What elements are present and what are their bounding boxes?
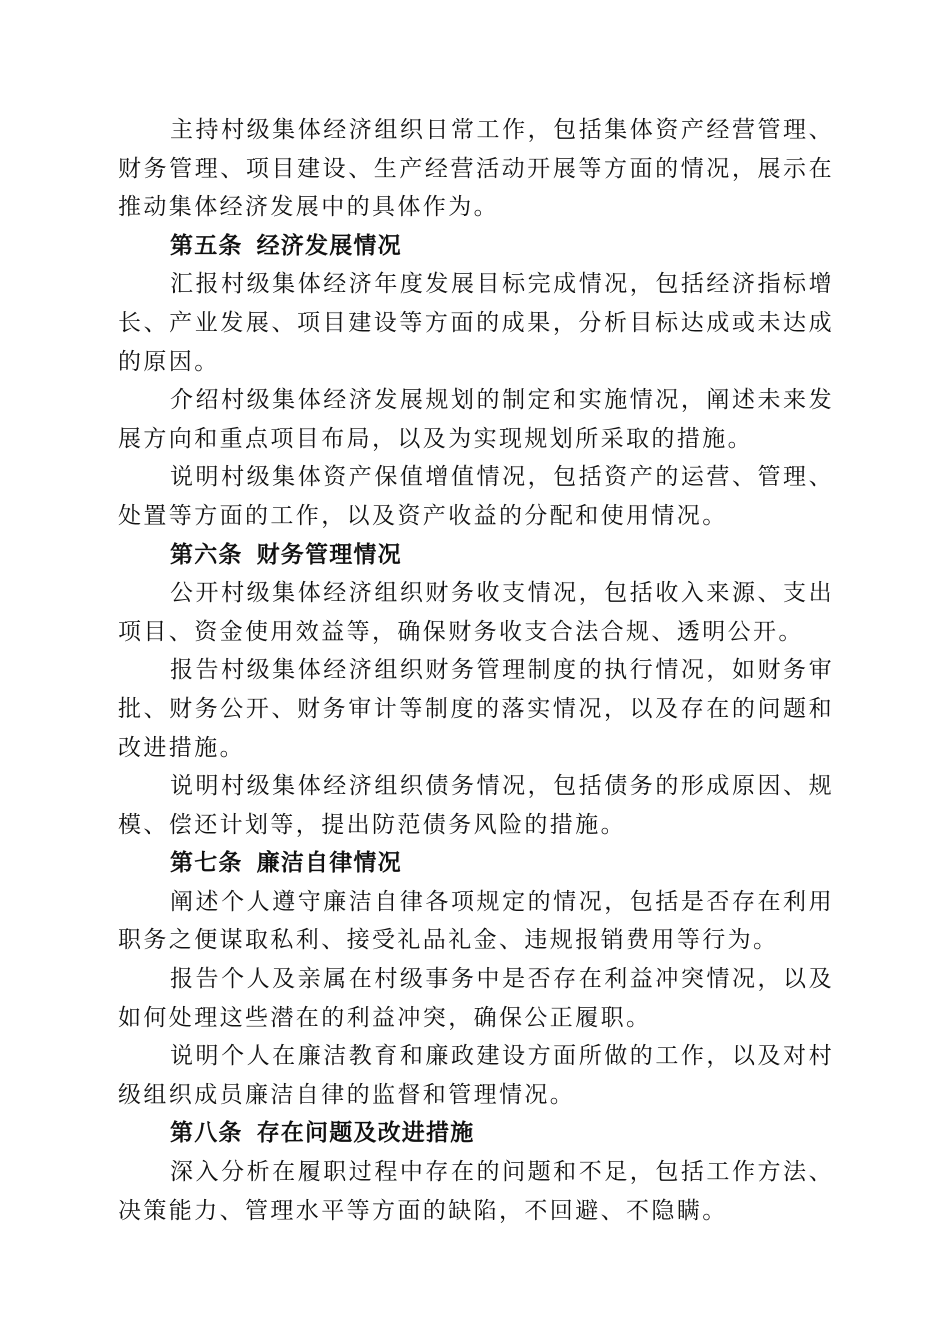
article-heading [118,844,834,883]
body-paragraph: 报告村级集体经济组织财务管理制度的执行情况，如财务审批、财务公开、财务审计等制度的落实情况，以及存在的问题和改进措施。 [118,657,834,761]
document-page [118,111,834,1230]
article-title: 存在问题及改进措施 [256,1120,475,1147]
article-heading [118,227,834,266]
article-number: 第七条 [170,850,243,877]
article-title: 廉洁自律情况 [256,850,402,877]
body-paragraph: 说明个人在廉洁教育和廉政建设方面所做的工作，以及对村级组织成员廉洁自律的监督和管理情况。 [118,1043,834,1108]
body-paragraph: 说明村级集体资产保值增值情况，包括资产的运营、管理、处置等方面的工作，以及资产收益的分配和使用情况。 [118,464,834,529]
body-paragraph: 说明村级集体经济组织债务情况，包括债务的形成原因、规模、偿还计划等，提出防范债务风险的措施。 [118,773,834,838]
body-paragraph: 介绍村级集体经济发展规划的制定和实施情况，阐述未来发展方向和重点项目布局，以及为实现规划所采取的措施。 [118,387,834,452]
article-heading [118,536,834,575]
body-paragraph: 汇报村级集体经济年度发展目标完成情况，包括经济指标增长、产业发展、项目建设等方面的成果，分析目标达成或未达成的原因。 [118,271,834,375]
article-number: 第六条 [170,541,243,568]
body-paragraph: 阐述个人遵守廉洁自律各项规定的情况，包括是否存在利用职务之便谋取私利、接受礼品礼金、违规报销费用等行为。 [118,888,834,954]
article-number: 第五条 [170,232,243,259]
article-heading [118,1114,834,1153]
body-paragraph: 公开村级集体经济组织财务收支情况，包括收入来源、支出项目、资金使用效益等，确保财务收支合法合规、透明公开。 [118,580,834,645]
article-number: 第八条 [170,1120,243,1147]
article-title: 经济发展情况 [256,232,402,259]
body-paragraph: 报告个人及亲属在村级事务中是否存在利益冲突情况，以及如何处理这些潜在的利益冲突，确保公正履职。 [118,966,834,1031]
body-paragraph: 主持村级集体经济组织日常工作，包括集体资产经营管理、财务管理、项目建设、生产经营活动开展等方面的情况，展示在推动集体经济发展中的具体作为。 [118,117,834,221]
body-paragraph: 深入分析在履职过程中存在的问题和不足，包括工作方法、决策能力、管理水平等方面的缺陷，不回避、不隐瞒。 [118,1159,834,1224]
article-title: 财务管理情况 [256,541,402,568]
